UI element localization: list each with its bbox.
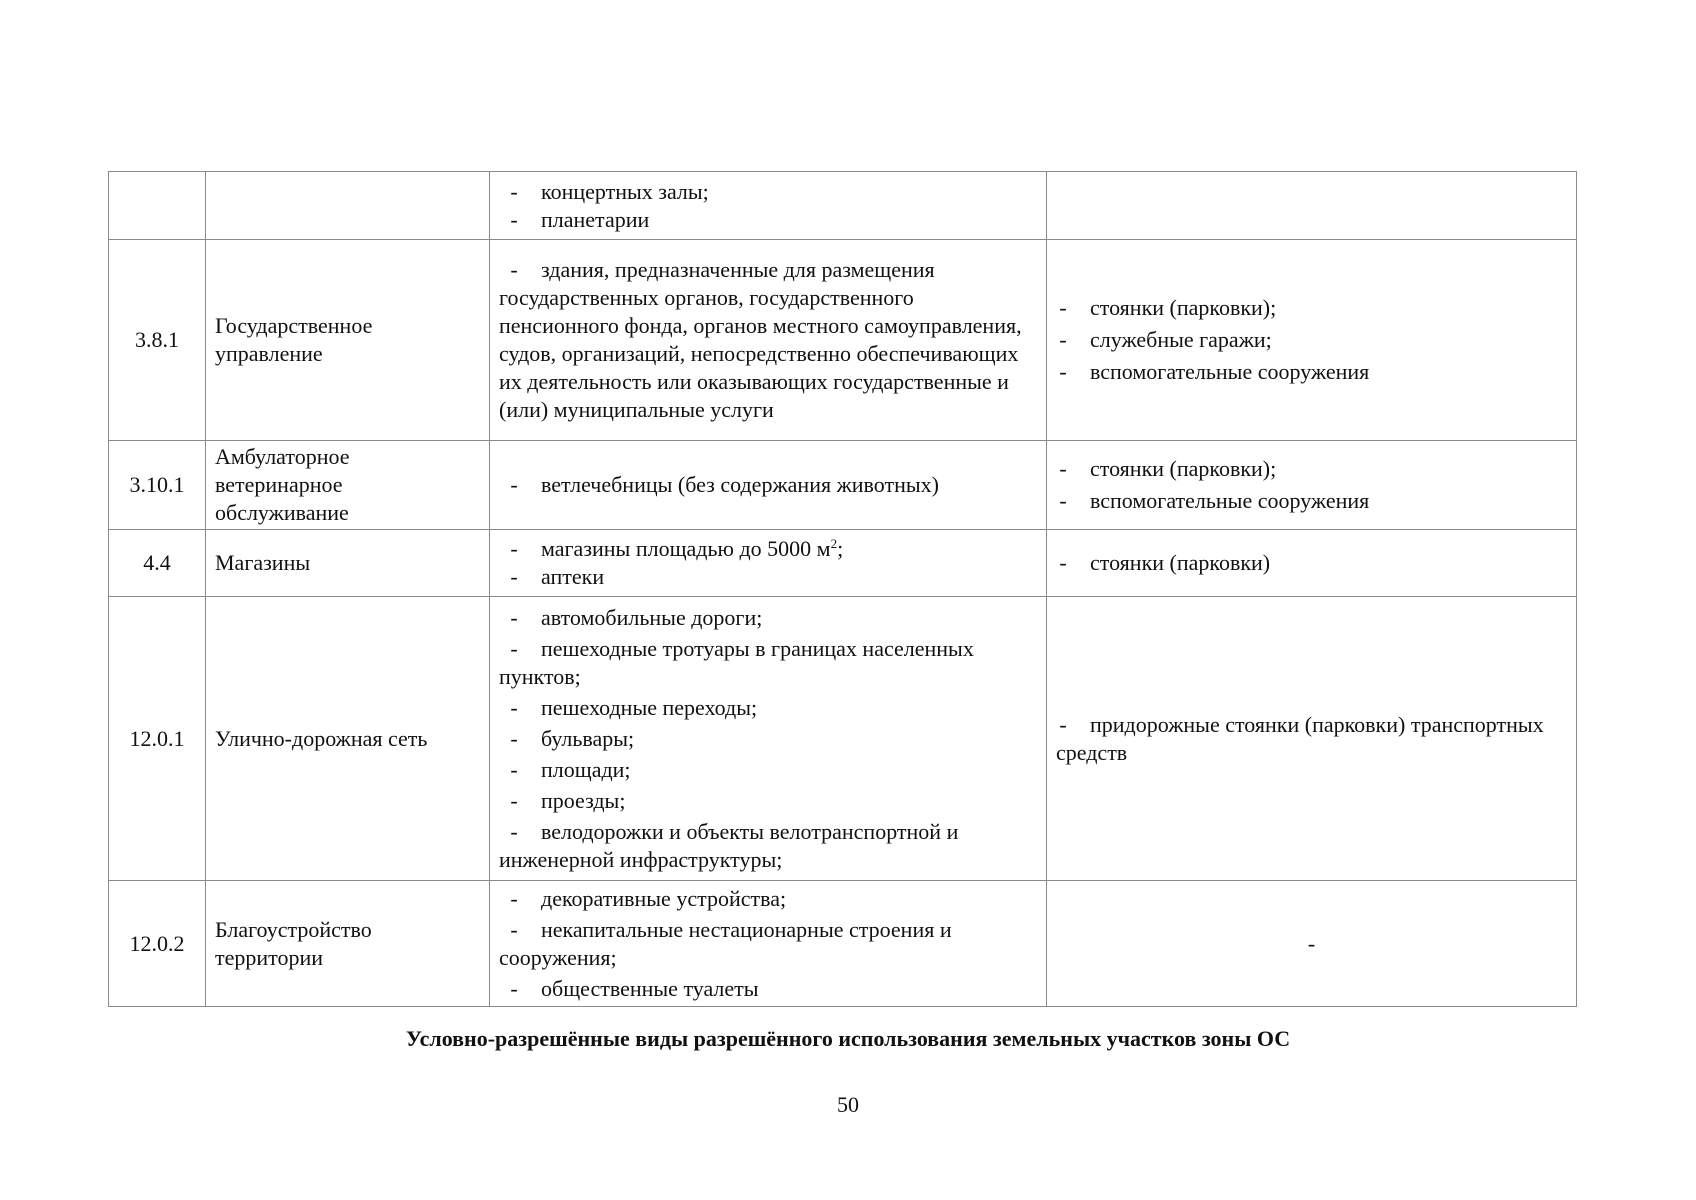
- list-item-text: вспомогательные сооружения: [1090, 359, 1370, 384]
- list-item: [499, 885, 1037, 913]
- list-item: [499, 916, 1037, 972]
- row-name-cell: Улично-дорожная сеть: [206, 597, 490, 881]
- aux-uses-cell: [1047, 530, 1577, 597]
- list-item-text: велодорожки и объекты велотранспортной и инженерной инфраструктуры;: [499, 818, 959, 872]
- table-row: [109, 597, 1577, 881]
- list-item: [1056, 549, 1567, 577]
- list-item-text: магазины площадью до 5000 м: [541, 536, 831, 561]
- list-item: [499, 787, 1037, 815]
- list-item: [1056, 711, 1567, 767]
- row-name-cell: Государственное управление: [206, 240, 490, 441]
- list-dash: -: [510, 604, 518, 630]
- aux-uses-cell: [1047, 172, 1577, 240]
- row-name-cell: Амбулаторное ветеринарное обслуживание: [206, 441, 490, 530]
- aux-uses-cell: -: [1047, 881, 1577, 1007]
- list-item: [499, 694, 1037, 722]
- list-dash: -: [510, 818, 518, 844]
- row-code-cell: 3.8.1: [109, 240, 206, 441]
- list-dash: -: [1059, 327, 1067, 352]
- row-name-cell: [206, 172, 490, 240]
- list-item-text: планетарии: [541, 206, 650, 232]
- list-item: [1056, 455, 1567, 483]
- list-item: [1056, 326, 1567, 354]
- main-uses-cell: [490, 240, 1047, 441]
- list-dash: -: [1059, 456, 1067, 481]
- list-dash: -: [510, 725, 518, 751]
- list-dash: -: [510, 206, 518, 232]
- list-dash: -: [1059, 711, 1067, 737]
- list-item-text: служебные гаражи;: [1090, 327, 1272, 352]
- list-item-text: бульвары;: [541, 725, 635, 751]
- list-dash: -: [510, 787, 518, 813]
- list-dash: -: [510, 885, 518, 911]
- list-item-text: общественные туалеты: [541, 975, 759, 1001]
- table-row: [109, 240, 1577, 441]
- row-code-cell: 3.10.1: [109, 441, 206, 530]
- list-item-text: вспомогательные сооружения: [1090, 488, 1370, 513]
- list-item-text: пешеходные тротуары в границах населенных пунктов;: [499, 635, 974, 689]
- table-row: [109, 881, 1577, 1007]
- list-dash: -: [510, 694, 518, 720]
- section-caption: Условно-разрешённые виды разрешённого использования земельных участков зоны ОС: [405, 1026, 1291, 1051]
- list-dash: -: [510, 756, 518, 782]
- list-item: [499, 818, 1037, 874]
- list-item-text: декоративные устройства;: [541, 885, 787, 911]
- row-name-cell: Магазины: [206, 530, 490, 597]
- list-item-text: автомобильные дороги;: [541, 604, 763, 630]
- list-dash: -: [1059, 295, 1067, 320]
- table-row: [109, 441, 1577, 530]
- list-item: [499, 563, 1037, 591]
- main-uses-cell: [490, 881, 1047, 1007]
- list-item: [499, 975, 1037, 1003]
- list-item-text: здания, предназначенные для размещения государственных органов, государственного пенсионного фонда, органов местного самоуправления, судов, организаций, непосредственно обеспечивающих их деятельность или оказывающих государственные и (или) муниципальные услуги: [499, 257, 1022, 422]
- list-dash: -: [1059, 550, 1067, 575]
- aux-uses-cell: [1047, 597, 1577, 881]
- list-dash: -: [510, 536, 518, 561]
- aux-uses-cell: [1047, 441, 1577, 530]
- list-dash: -: [510, 564, 518, 589]
- list-item: [1056, 294, 1567, 322]
- main-uses-cell: [490, 597, 1047, 881]
- list-item-text: некапитальные нестационарные строения и сооружения;: [499, 916, 952, 970]
- list-item: [499, 635, 1037, 691]
- row-code-cell: [109, 172, 206, 240]
- list-item: [499, 725, 1037, 753]
- list-item: [499, 604, 1037, 632]
- list-item-text: проезды;: [541, 787, 626, 813]
- list-item: [1056, 487, 1567, 515]
- list-item: [499, 206, 1037, 234]
- list-dash: -: [510, 975, 518, 1001]
- table-row: [109, 172, 1577, 240]
- table-row: [109, 530, 1577, 597]
- main-uses-cell: [490, 530, 1047, 597]
- list-item-text: ;: [837, 536, 844, 561]
- list-dash: -: [510, 472, 518, 497]
- row-code-cell: 4.4: [109, 530, 206, 597]
- list-dash: -: [510, 635, 518, 661]
- list-dash: -: [510, 178, 518, 204]
- list-dash: -: [510, 257, 518, 282]
- list-item-text: аптеки: [541, 564, 605, 589]
- main-uses-cell: [490, 441, 1047, 530]
- list-item: [499, 178, 1037, 206]
- list-item-text: пешеходные переходы;: [541, 694, 758, 720]
- list-dash: -: [1059, 488, 1067, 513]
- page-number: 50: [837, 1092, 859, 1117]
- list-item: [1056, 358, 1567, 386]
- list-item-text: ветлечебницы (без содержания животных): [541, 472, 939, 497]
- row-name-cell: Благоустройство территории: [206, 881, 490, 1007]
- list-item-text: стоянки (парковки): [1090, 550, 1271, 575]
- list-item: [499, 256, 1037, 424]
- list-item: [499, 535, 1037, 563]
- aux-uses-cell: [1047, 240, 1577, 441]
- list-dash: -: [1059, 359, 1067, 384]
- superscript: 2: [830, 536, 838, 551]
- list-dash: -: [510, 916, 518, 942]
- list-item-text: площади;: [541, 756, 631, 782]
- list-item: [499, 471, 1037, 499]
- list-item-text: стоянки (парковки);: [1090, 295, 1277, 320]
- list-item-text: концертных залы;: [541, 178, 709, 204]
- list-item: [499, 756, 1037, 784]
- list-item-text: придорожные стоянки (парковки) транспортных средств: [1056, 711, 1544, 765]
- land-use-table: [108, 171, 1577, 1007]
- main-uses-cell: [490, 172, 1047, 240]
- row-code-cell: 12.0.2: [109, 881, 206, 1007]
- row-code-cell: 12.0.1: [109, 597, 206, 881]
- list-item-text: стоянки (парковки);: [1090, 456, 1277, 481]
